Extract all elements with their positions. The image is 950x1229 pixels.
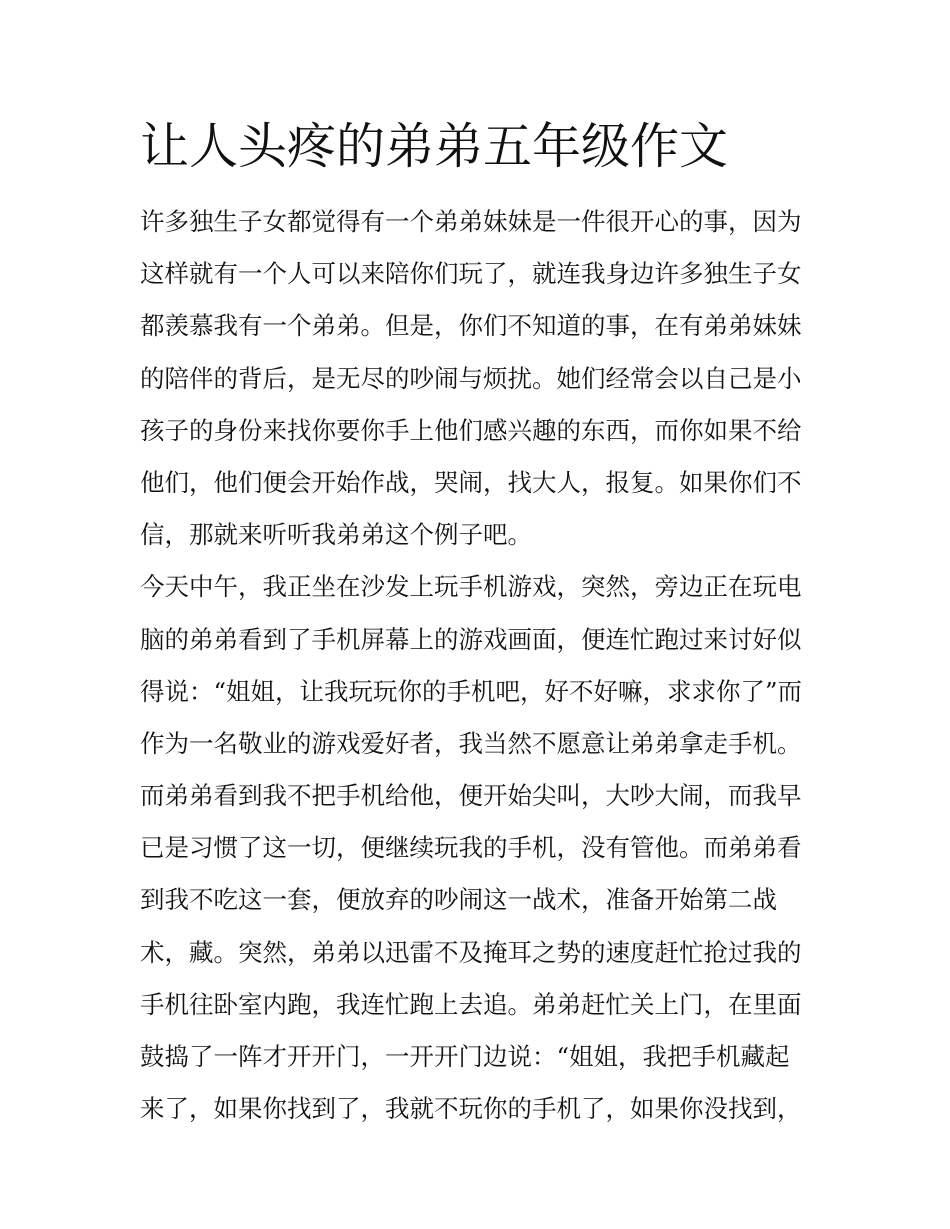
body-line: 都羡慕我有一个弟弟。但是，你们不知道的事，在有弟弟妹妹 (140, 311, 802, 341)
document-title: 让人头疼的弟弟五年级作文 (140, 118, 729, 175)
body-line: 今天中午，我正坐在沙发上玩手机游戏，突然，旁边正在玩电 (140, 572, 802, 602)
body-line: 手机往卧室内跑，我连忙跑上去追。弟弟赶忙关上门，在里面 (140, 989, 802, 1019)
body-line: 的陪伴的背后，是无尽的吵闹与烦扰。她们经常会以自己是小 (140, 363, 802, 393)
body-line: 脑的弟弟看到了手机屏幕上的游戏画面，便连忙跑过来讨好似 (140, 624, 802, 654)
body-line: 作为一名敬业的游戏爱好者，我当然不愿意让弟弟拿走手机。 (140, 728, 802, 758)
body-line: 他们，他们便会开始作战，哭闹，找大人，报复。如果你们不 (140, 467, 802, 497)
body-line: 这样就有一个人可以来陪你们玩了，就连我身边许多独生子女 (140, 259, 802, 289)
body-line: 来了，如果你找到了，我就不玩你的手机了，如果你没找到， (140, 1094, 802, 1124)
body-line: 孩子的身份来找你要你手上他们感兴趣的东西，而你如果不给 (140, 415, 802, 445)
body-line: 得说：“姐姐，让我玩玩你的手机吧，好不好嘛，求求你了”而 (140, 676, 803, 706)
body-line: 已是习惯了这一切，便继续玩我的手机，没有管他。而弟弟看 (140, 833, 802, 863)
body-line: 鼓捣了一阵才开开门，一开开门边说：“姐姐，我把手机藏起 (140, 1042, 790, 1071)
body-line: 术，藏。突然，弟弟以迅雷不及掩耳之势的速度赶忙抢过我的 (140, 937, 802, 967)
body-line: 许多独生子女都觉得有一个弟弟妹妹是一件很开心的事，因为 (140, 207, 802, 236)
body-line: 而弟弟看到我不把手机给他，便开始尖叫，大吵大闹，而我早 (140, 781, 802, 811)
body-line: 到我不吃这一套，便放弃的吵闹这一战术，准备开始第二战 (140, 885, 777, 915)
body-line: 信，那就来听听我弟弟这个例子吧。 (140, 520, 532, 550)
document-body (140, 196, 820, 1135)
